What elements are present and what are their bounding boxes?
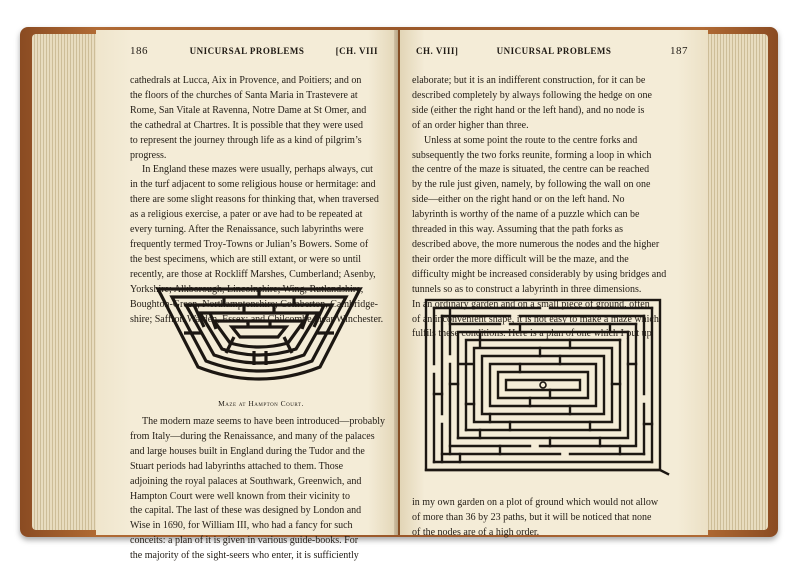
text-line: the floors of the churches of Santa Maria in Trastevere at [130,89,358,101]
text-line: The modern maze seems to have been introduced—probably [142,416,385,427]
text-block-bottom [130,415,392,564]
text-line: threaded in this way. Assuming that the path forks as [412,224,623,236]
chapter-label: [CH. VIII [335,46,378,56]
text-line: conceits: a plan of it is given in various guide-books. For [130,535,359,547]
text-line: and large houses built in England during the Tudor and the [130,445,365,457]
text-line: In an ordinary garden and on a small piece of ground, often [412,298,650,310]
running-title: UNICURSAL PROBLEMS [189,46,305,56]
text-line: by the rule just given, namely, by following the wall on one [412,179,651,191]
text-line: of more than 36 by 23 paths, but it will be noticed that none [412,511,652,523]
text-line: the capital. The last of these was designed by London and [130,505,362,517]
text-line: there are some slight reasons for thinking that, when traversed [130,194,379,206]
right-page [400,30,708,538]
text-line: to represent the journey through life as a kind of pilgrim’s [130,134,362,146]
text-line: frequently termed Troy-Towns or Julian’s Bowers. Some of [130,238,369,250]
text-line: recently, are those at Rockliff Marshes, Cumberland; Asenby, [130,268,376,280]
text-line: their order the more difficult will be the maze, and the [412,253,629,265]
text-line: in the turf adjacent to some religious house or hermitage: and [130,179,376,191]
figure-caption: Maze at Hampton Court. [218,399,304,408]
text-line: the best specimens, which are still extant, or were so until [130,253,362,265]
text-line: labyrinth is worthy of the name of a puzzle which can be [412,209,640,221]
text-line: the cathedral at Chartres. It is possible that they were used [130,119,363,131]
text-line: as a religious exercise, a pater or ave had to be repeated at [130,209,363,221]
left-page [96,30,398,562]
chapter-label: CH. VIII] [416,46,459,56]
text-line: from Italy—during the Renaissance, and many of the palaces [130,430,375,442]
text-line: Wise in 1690, for William III, who had a fancy for such [130,520,353,532]
text-line: the centre of the maze is situated, the centre can be reached [412,164,650,176]
page-edges-right [706,34,768,530]
running-title: UNICURSAL PROBLEMS [496,46,612,56]
page-number: 186 [130,45,148,57]
text-line: side—either on the right hand or on the left hand. No [412,194,625,206]
text-block-bottom [412,496,688,541]
text-line: described above, the more numerous the nodes and the higher [412,238,660,250]
text-line: In England these mazes were usually, perhaps always, cut [142,164,373,176]
text-line: Boughton-Green, Northamptonshire; Comberton, Cambridge- [130,298,379,310]
text-line: side (either the right hand or the left hand), and no node is [412,104,645,116]
text-line: elaborate; but it is an indifferent construction, for it can be [412,75,646,86]
page-edges-left [32,34,104,530]
text-line: cathedrals at Lucca, Aix in Provence, and Poitiers; and on [130,75,362,86]
page-number: 187 [670,45,688,57]
text-line: Yorkshire; Alkborough, Lincolnshire; Wing, Rutlandshire; [130,283,364,295]
text-line: shire; Saffron Walden, Essex; and Chilcombe, near Winchester. [130,313,384,325]
text-line: the majority of the sight-seers who enter, it is sufficiently [130,550,359,562]
text-line: in my own garden on a plot of ground which would not allow [412,497,659,508]
text-line: difficulty might be increased considerably by using bridges and [412,268,667,280]
text-line: of the nodes are of a high order. [412,526,540,538]
running-head-left [96,46,398,60]
running-head-right [400,46,708,60]
hampton-court-maze-figure [154,283,364,393]
text-line: adjoining the royal palaces at Southwark, Greenwich, and [130,475,362,487]
text-line: of an order higher than three. [412,119,529,131]
garden-maze-plan-figure [420,294,670,484]
text-line: Stuart periods had labyrinths attached to them. Those [130,460,344,472]
text-line: progress. [130,149,167,161]
text-line: every turning. After the Renaissance, such labyrinths were [130,224,364,236]
text-line: Hampton Court were well known from their vicinity to [130,490,350,502]
text-line: Rome, San Vitale at Ravenna, Notre Dame at St Omer, and [130,104,367,116]
text-line: described completely by always following the hedge on one [412,89,652,101]
text-line: of an inconvenient shape, it is not easy to make a maze which [412,313,659,325]
text-line: subsequently the two forks reunite, forming a loop in which [412,149,652,161]
text-line: fulfils these conditions. Here is a plan of one which I put up [412,328,652,340]
text-line: tunnels so as to construct a labyrinth in three dimensions. [412,283,642,295]
text-line: Unless at some point the route to the centre forks and [424,134,638,146]
